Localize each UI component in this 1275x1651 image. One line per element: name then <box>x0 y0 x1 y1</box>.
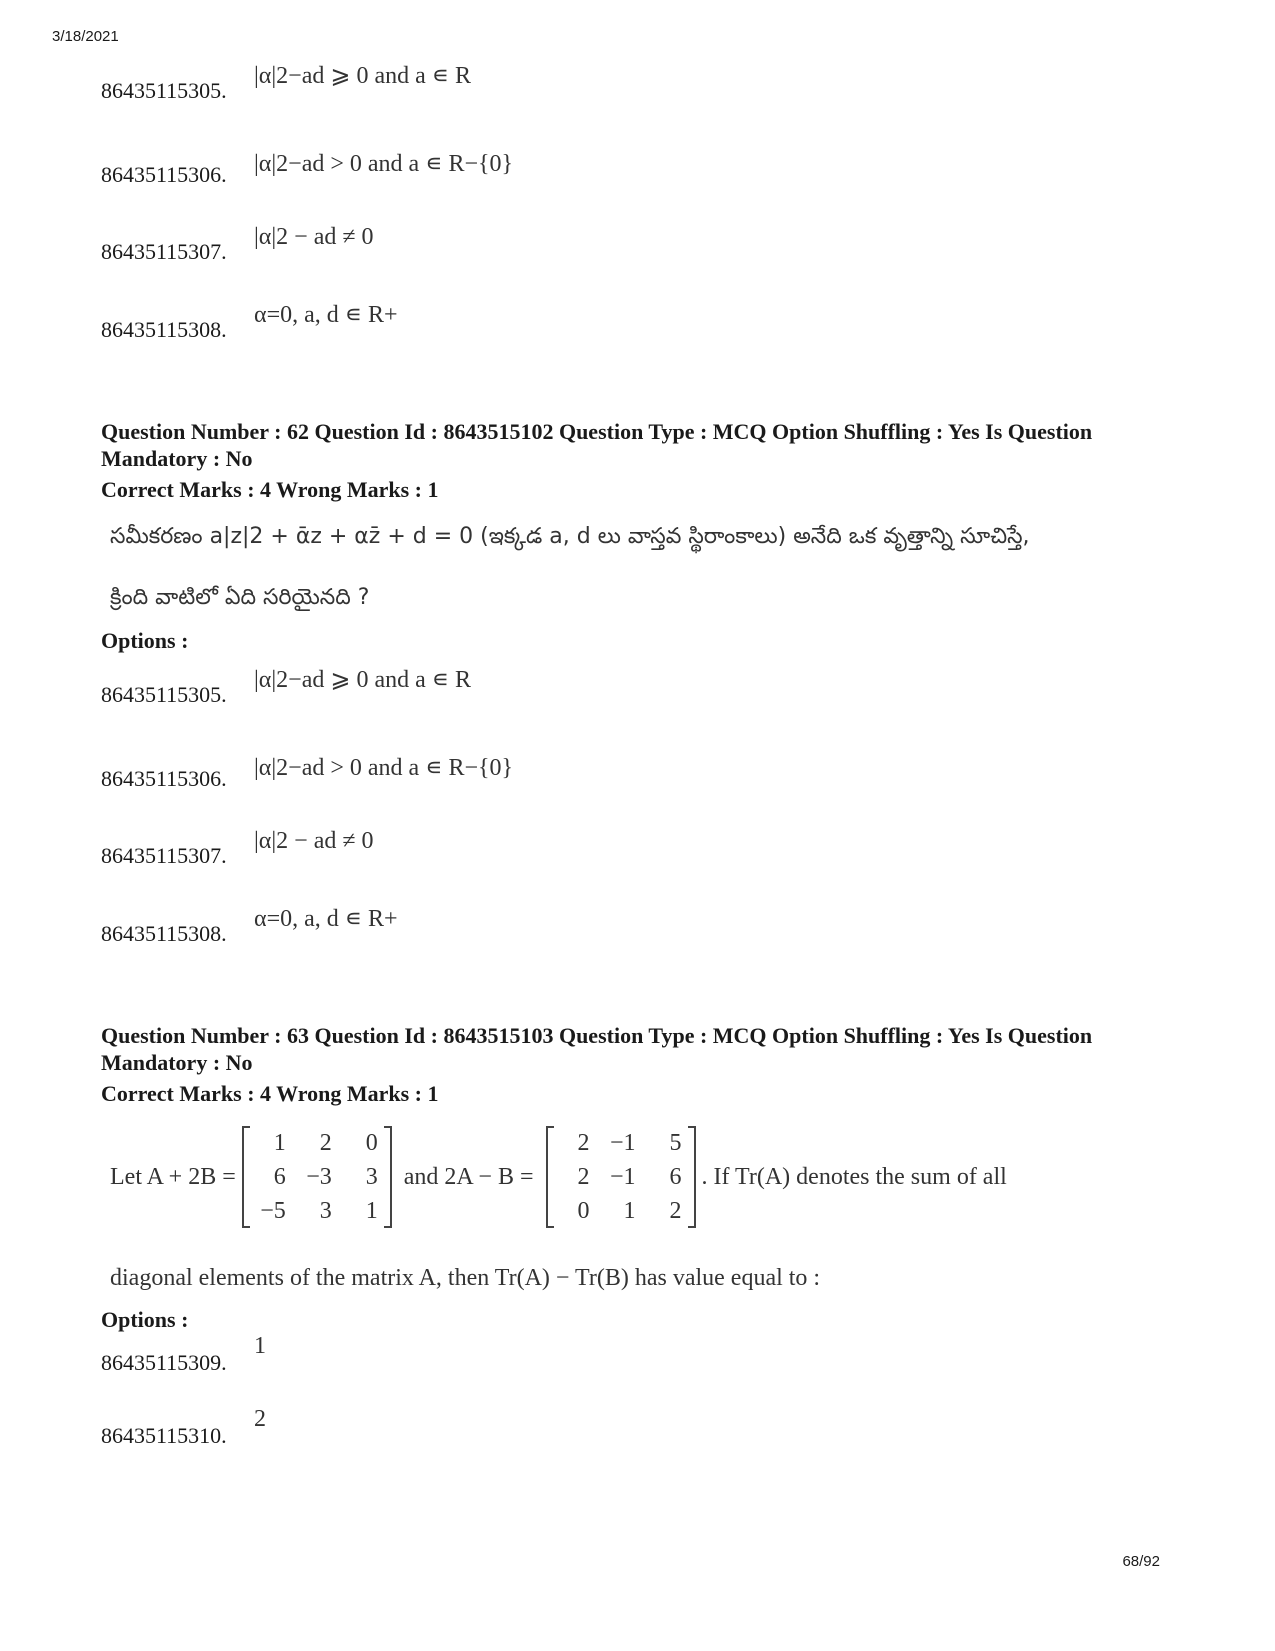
option-row <box>101 302 1101 342</box>
matrix-equation <box>110 1122 1007 1232</box>
option-row <box>101 63 1101 103</box>
matrix-cell: −1 <box>609 1164 636 1190</box>
matrix-cell: 6 <box>669 1164 682 1190</box>
question-marks: Correct Marks : 4 Wrong Marks : 1 <box>101 477 439 502</box>
matrix-cell: 2 <box>669 1198 682 1224</box>
option-row <box>101 906 1101 946</box>
and-text: and 2A − B = <box>403 1163 534 1190</box>
question-text-line: diagonal elements of the matrix A, then Tr(A) − Tr(B) has value equal to : <box>110 1265 821 1291</box>
option-id: 86435115308. <box>101 317 227 342</box>
option-id: 86435115306. <box>101 766 227 791</box>
option-row <box>101 1408 1101 1448</box>
option-value: 2 <box>254 1406 266 1432</box>
matrix-cell: 0 <box>577 1198 590 1224</box>
option-expression: |α|2−ad > 0 and a ∊ R−{0} <box>254 151 514 177</box>
matrix-a-plus-2b <box>242 1126 392 1228</box>
matrix-cell: 1 <box>365 1198 378 1224</box>
tail-text: . If Tr(A) denotes the sum of all <box>701 1163 1007 1190</box>
question-header: Question Number : 63 Question Id : 8643515103 Question Type : MCQ Option Shuffling : Yes Is Question Mandatory : No <box>101 1023 1093 1075</box>
option-id: 86435115307. <box>101 843 227 868</box>
option-id: 86435115305. <box>101 682 227 707</box>
page-number: 68/92 <box>1122 1553 1160 1570</box>
options-label: Options : <box>101 1307 189 1332</box>
option-expression: |α|2−ad ⩾ 0 and a ∊ R <box>254 667 472 693</box>
option-row <box>101 1335 1101 1375</box>
matrix-cell: 1 <box>623 1198 636 1224</box>
option-value: 1 <box>254 1333 266 1359</box>
option-row <box>101 667 1101 707</box>
option-expression: |α|2−ad > 0 and a ∊ R−{0} <box>254 755 514 781</box>
question-text-line: సమీకరణం a|z|2 + ᾱz + αz̄ + d = 0 (ఇక్కడ a, d లు వాస్తవ స్థిరాంకాలు) అనేది ఒక వృత్తాన్ని సూచిస్తే, <box>110 524 1030 549</box>
option-row <box>101 147 1101 187</box>
option-id: 86435115309. <box>101 1350 227 1375</box>
option-id: 86435115308. <box>101 921 227 946</box>
matrix-cell: 2 <box>577 1130 590 1156</box>
matrix-cell: −1 <box>609 1130 636 1156</box>
question-header: Question Number : 62 Question Id : 8643515102 Question Type : MCQ Option Shuffling : Yes Is Question Mandatory : No <box>101 419 1093 471</box>
question-text-line: క్రింది వాటిలో ఏది సరియైనది ? <box>110 585 370 610</box>
matrix-cell: −3 <box>306 1164 332 1190</box>
matrix-cell: 6 <box>273 1164 286 1190</box>
option-id: 86435115305. <box>101 78 227 103</box>
option-row <box>101 828 1101 868</box>
print-date: 3/18/2021 <box>52 28 119 45</box>
option-row <box>101 224 1101 264</box>
option-id: 86435115307. <box>101 239 227 264</box>
option-id: 86435115306. <box>101 162 227 187</box>
matrix-cell: 3 <box>365 1164 378 1190</box>
matrix-cell: 2 <box>319 1130 332 1156</box>
options-label: Options : <box>101 628 189 653</box>
option-expression: α=0, a, d ∊ R+ <box>254 302 398 328</box>
option-row <box>101 751 1101 791</box>
matrix-cell: 5 <box>669 1130 682 1156</box>
let-text: Let A + 2B = <box>110 1163 236 1190</box>
question-marks: Correct Marks : 4 Wrong Marks : 1 <box>101 1081 439 1106</box>
matrix-cell: −5 <box>260 1198 286 1224</box>
option-expression: |α|2 − ad ≠ 0 <box>254 224 374 250</box>
option-expression: |α|2−ad ⩾ 0 and a ∊ R <box>254 63 472 89</box>
option-expression: |α|2 − ad ≠ 0 <box>254 828 374 854</box>
matrix-cell: 0 <box>365 1130 378 1156</box>
matrix-2a-minus-b <box>546 1126 696 1228</box>
option-id: 86435115310. <box>101 1423 227 1448</box>
matrix-cell: 3 <box>319 1198 332 1224</box>
matrix-cell: 2 <box>577 1164 590 1190</box>
matrix-cell: 1 <box>273 1130 286 1156</box>
option-expression: α=0, a, d ∊ R+ <box>254 906 398 932</box>
